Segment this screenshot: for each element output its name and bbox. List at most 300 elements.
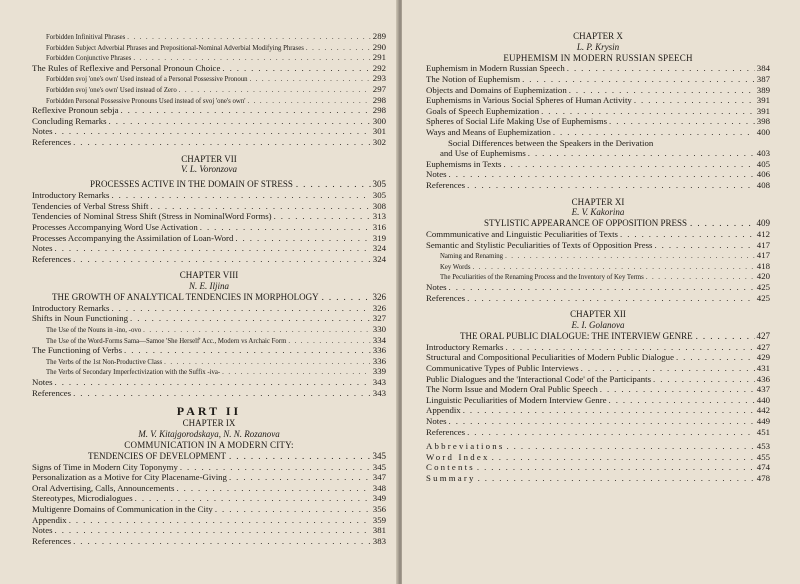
- page-number: 427: [756, 330, 770, 341]
- page-number: 324: [372, 253, 386, 264]
- page-number: 442: [756, 405, 770, 416]
- leader-dots: [250, 75, 371, 84]
- toc-row: [32, 84, 386, 95]
- page-number: 349: [372, 493, 386, 504]
- toc-label: Spheres of Social Life Making Use of Euphemisms: [426, 116, 608, 127]
- toc-label: Stereotypes, Microdialogues: [32, 493, 133, 504]
- page-number: 326: [372, 291, 386, 302]
- page-number: 308: [372, 200, 386, 211]
- page-number: 403: [756, 148, 770, 159]
- toc-label: References: [32, 136, 72, 147]
- chapter-author: V. L. Voronzova: [180, 164, 237, 175]
- leader-dots: [215, 504, 371, 515]
- leader-dots: [55, 525, 371, 536]
- toc-label: Objects and Domains of Euphemization: [426, 84, 567, 95]
- toc-row: [426, 462, 770, 473]
- chapter-title: COMMUNICATION IN A MODERN CITY:: [124, 439, 294, 450]
- toc-row: [32, 42, 386, 53]
- chapter-author: E. V. Kakorina: [571, 207, 625, 218]
- leader-dots: [69, 515, 371, 526]
- toc-row: [32, 515, 386, 526]
- toc-label: Reflexive Pronoun sebja: [32, 105, 119, 116]
- page-number: 327: [372, 313, 386, 324]
- toc-row: [32, 137, 386, 148]
- toc-row: [426, 427, 770, 438]
- toc-label: Notes: [32, 377, 53, 388]
- chapter-title: EUPHEMISM IN MODERN RUSSIAN SPEECH: [503, 52, 693, 63]
- page-number: 356: [372, 503, 386, 514]
- leader-dots: [73, 254, 371, 265]
- chapter-heading: CHAPTER IX: [182, 418, 236, 429]
- leader-dots: [522, 74, 755, 85]
- toc-row: [32, 254, 386, 265]
- leader-dots: [696, 331, 755, 342]
- leader-dots: [135, 493, 371, 504]
- page-number: 345: [372, 461, 386, 472]
- toc-row: [32, 324, 386, 335]
- leader-dots: [477, 462, 755, 473]
- page-number: 418: [756, 260, 770, 271]
- toc-label: Euphemisms in Texts: [426, 158, 502, 169]
- chapter-title-row: [32, 292, 386, 303]
- toc-label: Processes Accompanying Word Use Activation: [32, 221, 198, 232]
- leader-dots: [235, 233, 370, 244]
- page-number: 348: [372, 482, 386, 493]
- toc-label: The Peculiarities of the Renaming Process and the Inventory of Key Terms: [440, 274, 644, 282]
- page-number: 316: [372, 221, 386, 232]
- toc-label: The Use of the Word-Forms Sama—Samoe 'She Herself' Acc., Modern vs Archaic Form: [46, 337, 287, 345]
- leader-dots: [322, 292, 371, 303]
- leader-dots: [449, 416, 755, 427]
- toc-row: [32, 243, 386, 254]
- page-number: 347: [372, 472, 386, 483]
- toc-label: Introductory Remarks: [32, 302, 110, 313]
- page-number: 425: [756, 292, 770, 303]
- toc-label: Introductory Remarks: [426, 341, 504, 352]
- toc-row: [32, 31, 386, 42]
- toc-row: [426, 240, 770, 251]
- toc-row: [426, 395, 770, 406]
- chapter-heading: CHAPTER XI: [571, 196, 625, 207]
- toc-label: References: [32, 253, 72, 264]
- leader-dots: [73, 536, 371, 547]
- page-number: 289: [372, 31, 386, 41]
- toc-row: [426, 441, 770, 452]
- leader-dots: [505, 342, 754, 353]
- page-number: 298: [372, 105, 386, 116]
- toc-label: Naming and Renaming: [440, 253, 504, 261]
- leader-dots: [646, 273, 755, 282]
- page-number: 451: [756, 426, 770, 437]
- chapter-title: THE ORAL PUBLIC DIALOGUE: THE INTERVIEW GENRE: [460, 330, 693, 341]
- chapter-title-line2: TENDENCIES OF DEVELOPMENT: [88, 450, 226, 461]
- leader-dots: [609, 116, 755, 127]
- toc-label: Forbidden Infinitival Phrases: [46, 34, 126, 41]
- leader-dots: [180, 462, 371, 473]
- page-number: 334: [372, 334, 386, 345]
- page-number: 425: [756, 282, 770, 293]
- toc-label: The Verbs of the 1st Non-Productive Class: [46, 358, 163, 366]
- leader-dots: [143, 326, 371, 335]
- page-number: 297: [372, 83, 386, 94]
- toc-row: [32, 483, 386, 494]
- toc-label: Forbidden svoj 'one's own' Used instead of Zero: [46, 86, 177, 94]
- chapter-author: N. E. Iljina: [189, 281, 229, 292]
- page-number: 440: [756, 394, 770, 405]
- back-matter-list: [426, 441, 770, 483]
- toc-label: Linguistic Peculiarities of Modern Interview Genre: [426, 394, 607, 405]
- ch10-list: [426, 63, 770, 137]
- toc-label: Contents: [426, 462, 475, 473]
- toc-label: Appendix: [426, 405, 461, 416]
- leader-dots: [229, 451, 371, 462]
- toc-label: Forbidden Subject Adverbial Phrases and Prepositional-Nominal Adverbial Modifying Phrases: [46, 44, 304, 52]
- page-number: 406: [756, 169, 770, 180]
- toc-label: Abbreviations: [426, 441, 505, 452]
- toc-label: Tendencies of Nominal Stress Shift (Stress in NominalWord Forms): [32, 211, 272, 222]
- toc-row: [426, 106, 770, 117]
- chapter-title-row: [426, 331, 770, 342]
- leader-dots: [127, 33, 371, 42]
- leader-dots: [634, 95, 755, 106]
- leader-dots: [478, 473, 755, 484]
- toc-row: [32, 211, 386, 222]
- toc-row: [426, 384, 770, 395]
- page-number: 319: [372, 232, 386, 243]
- page-number: 398: [756, 116, 770, 127]
- toc-row: [426, 374, 770, 385]
- leader-dots: [306, 44, 371, 53]
- toc-label: Oral Advertising, Calls, Announcements: [32, 482, 175, 493]
- toc-label: Euphemism in Modern Russian Speech: [426, 63, 565, 74]
- toc-label: Signs of Time in Modern City Toponymy: [32, 461, 178, 472]
- toc-row: [426, 452, 770, 463]
- ch10-list2: [426, 159, 770, 191]
- toc-row: [426, 138, 770, 149]
- leader-dots: [124, 345, 371, 356]
- toc-row: [426, 116, 770, 127]
- page-number: 313: [372, 211, 386, 222]
- toc-label: Introductory Remarks: [32, 190, 110, 201]
- leader-dots: [676, 352, 755, 363]
- toc-row: [426, 127, 770, 138]
- chapter-title-row: [32, 451, 386, 462]
- leader-dots: [569, 85, 755, 96]
- toc-label: Shifts in Noun Functioning: [32, 313, 129, 324]
- toc-label: Euphemisms in Various Social Spheres of Human Activity: [426, 95, 632, 106]
- page-number: 290: [372, 41, 386, 52]
- leader-dots: [505, 252, 755, 261]
- toc-label: Personalization as a Motive for City Placename-Giving: [32, 472, 227, 483]
- leader-dots: [581, 363, 755, 374]
- toc-label: Appendix: [32, 514, 67, 525]
- toc-row: [32, 335, 386, 346]
- chapter-heading: CHAPTER VII: [181, 153, 237, 164]
- toc-label: Multigenre Domains of Communication in the City: [32, 503, 213, 514]
- leader-dots: [130, 313, 371, 324]
- toc-label: The Functioning of Verbs: [32, 345, 122, 356]
- page-number: 420: [756, 271, 770, 282]
- leader-dots: [449, 169, 755, 180]
- toc-row: [426, 363, 770, 374]
- page-number: 400: [756, 126, 770, 137]
- toc-row: [32, 525, 386, 536]
- toc-row: [426, 85, 770, 96]
- page-number: 449: [756, 416, 770, 427]
- leader-dots: [179, 86, 371, 95]
- toc-row: [426, 180, 770, 191]
- leader-dots: [296, 179, 371, 190]
- page-number: 453: [756, 441, 770, 452]
- page-number: 384: [756, 63, 770, 74]
- toc-label: Forbidden svoj 'one's own' Used instead of a Personal Possessive Pronoun: [46, 76, 248, 84]
- ch11-list: [426, 229, 770, 303]
- leader-dots: [176, 483, 370, 494]
- leader-dots: [609, 395, 755, 406]
- leader-dots: [449, 282, 755, 293]
- leader-dots: [506, 441, 754, 452]
- page-number: 391: [756, 95, 770, 106]
- toc-label: Ways and Means of Euphemization: [426, 126, 551, 137]
- toc-row: [426, 159, 770, 170]
- toc-row: [426, 293, 770, 304]
- chapter-heading: CHAPTER VIII: [179, 270, 239, 281]
- page-number: 409: [756, 218, 770, 229]
- leader-dots: [528, 148, 755, 159]
- page-number: 381: [372, 525, 386, 536]
- chapter-author: L. P. Krysin: [576, 41, 620, 52]
- toc-label: Public Dialogues and the 'Interactional Code' of the Participants: [426, 373, 651, 384]
- toc-row: [32, 233, 386, 244]
- page-number: 455: [756, 451, 770, 462]
- chapter-heading: CHAPTER XII: [570, 309, 626, 320]
- toc-row: [426, 352, 770, 363]
- leader-dots: [463, 405, 755, 416]
- toc-label: The Use of the Nouns in -ino, -ovo: [46, 327, 142, 335]
- chapter-title: STYLISTIC APPEARANCE OF OPPOSITION PRESS: [484, 218, 688, 229]
- leader-dots: [274, 211, 371, 222]
- page-number: 429: [756, 352, 770, 363]
- toc-row: [32, 73, 386, 84]
- toc-row: [32, 366, 386, 377]
- toc-label: Tendencies of Verbal Stress Shift: [32, 200, 149, 211]
- toc-label: Forbidden Conjunctive Phrases: [46, 55, 132, 63]
- toc-label: and Use of Euphemisms: [440, 148, 526, 159]
- leader-dots: [653, 374, 755, 385]
- leader-dots: [55, 126, 371, 137]
- leader-dots: [111, 190, 370, 201]
- toc-row: [32, 116, 386, 127]
- toc-label: The Rules of Reflexive and Personal Pronoun Choice: [32, 62, 221, 73]
- toc-label: Processes Accompanying the Assimilation of Loan-Word: [32, 232, 234, 243]
- leader-dots: [472, 263, 754, 272]
- toc-label: Summary: [426, 472, 476, 483]
- leader-dots: [73, 388, 371, 399]
- page-number: 336: [372, 345, 386, 356]
- toc-label: Goals of Speech Euphemization: [426, 105, 540, 116]
- leader-dots: [247, 97, 370, 106]
- ch9-list: [32, 462, 386, 547]
- page-number: 336: [372, 355, 386, 366]
- leader-dots: [55, 243, 371, 254]
- toc-row: [426, 473, 770, 484]
- toc-row: [32, 201, 386, 212]
- leader-dots: [620, 229, 755, 240]
- toc-row: [32, 303, 386, 314]
- toc-label: The Verbs of Secondary Imperfectivization with the Suffix -iva-: [46, 369, 221, 377]
- page-number: 300: [372, 115, 386, 126]
- toc-label: References: [426, 292, 466, 303]
- toc-label: Social Differences between the Speakers in the Derivation: [448, 137, 654, 148]
- page-number: 389: [756, 84, 770, 95]
- toc-row: [32, 504, 386, 515]
- leader-dots: [222, 368, 371, 377]
- page-number: 291: [372, 52, 386, 63]
- toc-row: [426, 405, 770, 416]
- page-number: 436: [756, 373, 770, 384]
- leader-dots: [73, 137, 371, 148]
- toc-label: The Notion of Euphemism: [426, 73, 521, 84]
- toc-row: [426, 229, 770, 240]
- page-number: 305: [372, 179, 386, 190]
- page-number: 330: [372, 324, 386, 335]
- toc-label: The Norm Issue and Modern Oral Public Speech: [426, 384, 598, 395]
- toc-row: [426, 271, 770, 282]
- toc-row: [32, 52, 386, 63]
- leader-dots: [492, 452, 755, 463]
- toc-row: [426, 250, 770, 261]
- toc-row: [426, 282, 770, 293]
- toc-row: [426, 261, 770, 272]
- toc-row: [32, 345, 386, 356]
- page-number: 359: [372, 514, 386, 525]
- toc-row: [32, 222, 386, 233]
- toc-row: [426, 148, 770, 159]
- chapter-heading: CHAPTER X: [573, 31, 623, 41]
- toc-label: Notes: [32, 525, 53, 536]
- leader-dots: [222, 63, 370, 74]
- leader-dots: [120, 105, 370, 116]
- toc-label: Communicative Types of Public Interviews: [426, 363, 579, 374]
- chapter-title-row: [426, 218, 770, 229]
- toc-row: [32, 63, 386, 74]
- toc-label: Structural and Compositional Peculiarities of Modern Public Dialogue: [426, 352, 674, 363]
- page-number: 324: [372, 243, 386, 254]
- toc-label: Forbidden Personal Possessive Pronouns Used instead of svoj 'one's own': [46, 97, 246, 105]
- page-number: 339: [372, 366, 386, 377]
- ch12-list: [426, 342, 770, 437]
- leader-dots: [503, 159, 754, 170]
- leader-dots: [467, 180, 755, 191]
- leader-dots: [467, 427, 755, 438]
- toc-row: [32, 462, 386, 473]
- toc-row: [426, 342, 770, 353]
- page-number: 417: [756, 250, 770, 261]
- toc-label: Notes: [426, 282, 447, 293]
- page-number: 293: [372, 73, 386, 84]
- leader-dots: [690, 218, 754, 229]
- toc-label: References: [426, 179, 466, 190]
- toc-row: [32, 472, 386, 483]
- toc-row: [32, 356, 386, 367]
- chapter-title: THE GROWTH OF ANALYTICAL TENDENCIES IN MORPHOLOGY: [52, 291, 319, 302]
- leader-dots: [55, 377, 371, 388]
- leader-dots: [467, 293, 755, 304]
- chapter-title: PROCESSES ACTIVE IN THE DOMAIN OF STRESS: [90, 179, 293, 190]
- leader-dots: [229, 472, 371, 483]
- toc-label: Word Index: [426, 451, 490, 462]
- chapter-author: E. I. Golanova: [571, 320, 625, 331]
- page-number: 405: [756, 158, 770, 169]
- toc-row: [426, 74, 770, 85]
- toc-row: [32, 190, 386, 201]
- toc-label: Notes: [32, 126, 53, 137]
- leader-dots: [553, 127, 755, 138]
- toc-label: Commmunicative and Linguistic Peculiarities of Texts: [426, 229, 618, 240]
- right-page: [402, 0, 800, 584]
- page-number: 408: [756, 179, 770, 190]
- leader-dots: [541, 106, 755, 117]
- page-number: 301: [372, 126, 386, 137]
- leader-dots: [151, 201, 371, 212]
- page-number: 417: [756, 239, 770, 250]
- toc-row: [426, 169, 770, 180]
- leader-dots: [600, 384, 755, 395]
- leader-dots: [109, 116, 371, 127]
- toc-row: [426, 63, 770, 74]
- page-number: 343: [372, 377, 386, 388]
- toc-label: References: [426, 426, 466, 437]
- toc-row: [32, 313, 386, 324]
- ch7-list: [32, 190, 386, 264]
- left-top-list: [32, 31, 386, 148]
- leader-dots: [164, 358, 371, 367]
- toc-row: [32, 493, 386, 504]
- toc-row: [32, 105, 386, 116]
- ch8-list: [32, 303, 386, 398]
- page-number: 345: [372, 450, 386, 461]
- page-number: 478: [756, 472, 770, 483]
- leader-dots: [133, 54, 370, 63]
- toc-label: References: [32, 535, 72, 546]
- leader-dots: [200, 222, 371, 233]
- page-number: 431: [756, 363, 770, 374]
- page-number: 383: [372, 535, 386, 546]
- page-number: 391: [756, 105, 770, 116]
- toc-label: References: [32, 387, 72, 398]
- toc-label: Notes: [32, 243, 53, 254]
- page-number: 387: [756, 73, 770, 84]
- toc-row: [32, 377, 386, 388]
- toc-label: Concluding Remarks: [32, 115, 107, 126]
- toc-row: [426, 95, 770, 106]
- page-number: 412: [756, 229, 770, 240]
- chapter-author: M. V. Kitajgorodskaya, N. N. Rozanova: [138, 429, 280, 440]
- toc-row: [32, 126, 386, 137]
- page-number: 343: [372, 387, 386, 398]
- page-number: 474: [756, 462, 770, 473]
- left-page: [0, 0, 398, 584]
- leader-dots: [567, 63, 755, 74]
- page-number: 298: [372, 94, 386, 105]
- toc-row: [32, 388, 386, 399]
- toc-label: Notes: [426, 169, 447, 180]
- toc-row: [32, 95, 386, 106]
- part-heading: PART II: [176, 404, 242, 419]
- toc-row: [32, 536, 386, 547]
- toc-label: Semantic and Stylistic Peculiarities of Texts of Opposition Press: [426, 239, 653, 250]
- toc-label: Notes: [426, 416, 447, 427]
